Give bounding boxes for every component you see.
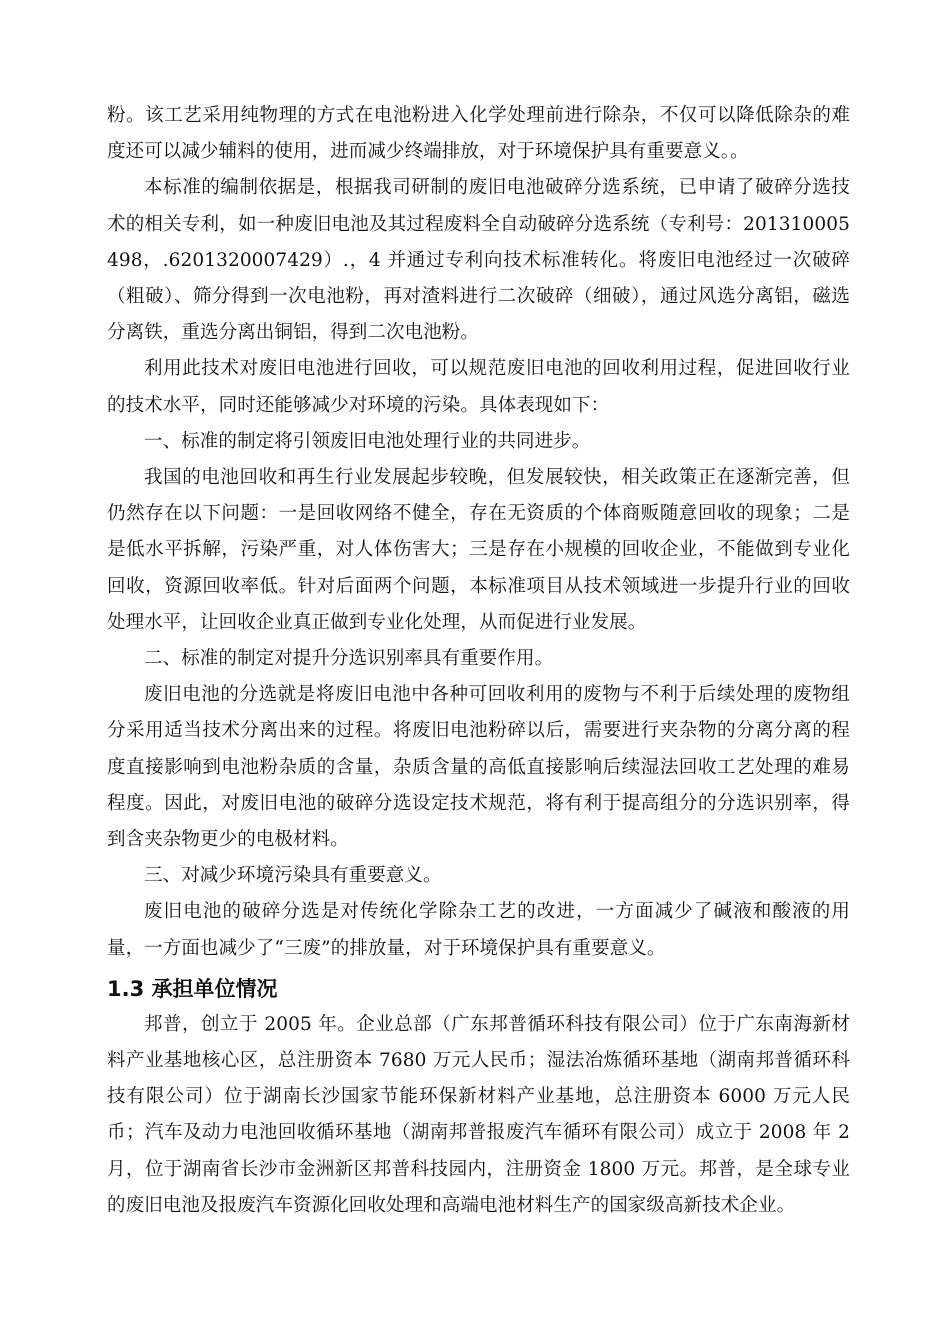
subheading-point-one: 一、标准的制定将引领废旧电池处理行业的共同进步。 [144,430,591,452]
paragraph-point-one: 我国的电池回收和再生行业发展起步较晚，但发展较快，相关政策正在逐渐完善，但仍然存在以下问题：一是回收网络不健全，存在无资质的个体商贩随意回收的现象；二是是低水平拆解，污染严重，对人体伤害大；三是存在小规模的回收企业，不能做到专业化回收，资源回收率低。针对后面两个问题，本标准项目从技术领域进一步提升行业的回收处理水平，让回收企业真正做到专业化处理，从而促进行业发展。 [107,467,850,633]
paragraph-point-two: 废旧电池的分选就是将废旧电池中各种可回收利用的废物与不利于后续处理的废物组分采用适当技术分离出来的过程。将废旧电池粉碎以后，需要进行夹杂物的分离分离的程度直接影响到电池粉杂质的含量，杂质含量的高低直接影响后续湿法回收工艺处理的难易程度。因此，对废旧电池的破碎分选设定技术规范，将有利于提高组分的分选识别率，得到含夹杂物更少的电极材料。 [107,684,850,851]
paragraph-basis: 本标准的编制依据是，根据我司研制的废旧电池破碎分选系统，已申请了破碎分选技术的相关专利，如一种废旧电池及其过程废料全自动破碎分选系统（专利号：201310005498，.6201320007429）.，4 并通过专利向技术标准转化。将废旧电池经过一次破碎（粗破）、筛分得到一次电池粉，再对渣料进行二次破碎（细破），通过风选分离铝，磁选分离铁，重选分离出铜铝，得到二次电池粉。 [107,177,850,344]
section-heading: 1.3 承担单位情况 [107,976,278,1001]
paragraph-benefits-intro: 利用此技术对废旧电池进行回收，可以规范废旧电池的回收利用过程，促进回收行业的技术水平，同时还能够减少对环境的污染。具体表现如下： [107,358,850,416]
paragraph-continuation: 粉。该工艺采用纯物理的方式在电池粉进入化学处理前进行除杂，不仅可以降低除杂的难度还可以减少辅料的使用，进而减少终端排放，对于环境保护具有重要意义。。 [107,105,850,163]
document-body [107,98,850,1224]
paragraph-point-three: 废旧电池的破碎分选是对传统化学除杂工艺的改进，一方面减少了碱液和酸液的用量，一方面也减少了“三废”的排放量，对于环境保护具有重要意义。 [107,901,850,959]
subheading-point-three: 三、对减少环境污染具有重要意义。 [144,865,442,887]
paragraph-company-info: 邦普，创立于 2005 年。企业总部（广东邦普循环科技有限公司）位于广东南海新材料产业基地核心区，总注册资本 7680 万元人民币；湿法冶炼循环基地（湖南邦普循环科技有限公司）位于湖南长沙国家节能环保新材料产业基地，总注册资本 6000 万元人民币；汽车及动力电池回收循环基地（湖南邦普报废汽车循环有限公司）成立于 2008 年 2 月，位于湖南省长沙市金洲新区邦普科技园内，注册资金 1800 万元。邦普，是全球专业的废旧电池及报废汽车资源化回收处理和高端电池材料生产的国家级高新技术企业。 [107,1013,850,1216]
subheading-point-two: 二、标准的制定对提升分选识别率具有重要作用。 [144,648,554,670]
